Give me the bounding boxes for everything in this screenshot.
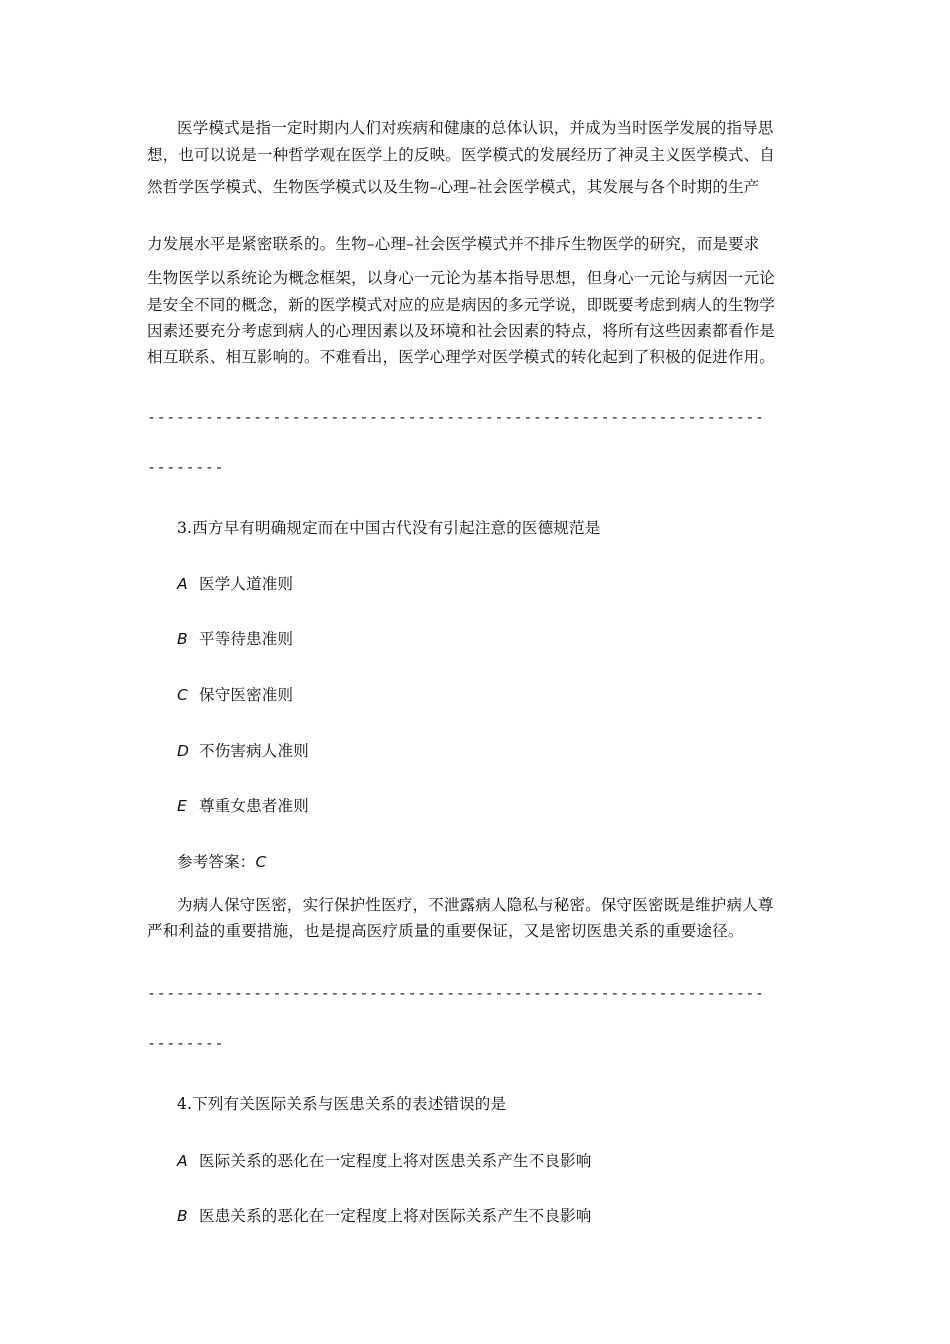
option-text: 医患关系的恶化在一定程度上将对医际关系产生不良影响 bbox=[199, 1207, 592, 1225]
separator-line-tail: -------- bbox=[147, 458, 225, 476]
question-4-prompt: 4.下列有关医际关系与医患关系的表述错误的是 bbox=[177, 1095, 507, 1113]
option-text: 医学人道准则 bbox=[199, 575, 294, 593]
intro-line-8: 相互联系、相互影响的。不难看出，医学心理学对医学模式的转化起到了积极的促进作用。 bbox=[147, 348, 776, 366]
intro-line-2: 想，也可以说是一种哲学观在医学上的反映。医学模式的发展经历了神灵主义医学模式、自 bbox=[147, 146, 776, 164]
option-letter: B bbox=[177, 630, 188, 648]
intro-line-4: 力发展水平是紧密联系的。生物–心理–社会医学模式并不排斥生物医学的研究，而是要求 bbox=[147, 235, 760, 253]
q3-explanation-line-2: 严和利益的重要措施，也是提高医疗质量的重要保证，又是密切医患关系的重要途径。 bbox=[147, 922, 744, 940]
question-3-prompt: 3.西方早有明确规定而在中国古代没有引起注意的医德规范是 bbox=[177, 519, 601, 537]
q3-answer bbox=[177, 852, 267, 872]
option-letter: A bbox=[177, 1152, 188, 1170]
intro-line-1: 医学模式是指一定时期内人们对疾病和健康的总体认识，并成为当时医学发展的指导思 bbox=[177, 119, 774, 137]
q3-option-d bbox=[177, 741, 309, 761]
intro-line-6: 是安全不同的概念，新的医学模式对应的应是病因的多元学说，即既要考虑到病人的生物学 bbox=[147, 296, 776, 314]
answer-label: 参考答案： bbox=[177, 853, 256, 871]
q3-option-b bbox=[177, 629, 293, 649]
answer-value: C bbox=[255, 853, 267, 871]
q3-option-c bbox=[177, 685, 293, 705]
separator-line: ---------------------------------------------------------------- bbox=[147, 984, 765, 1002]
q4-option-a bbox=[177, 1151, 592, 1171]
option-text: 医际关系的恶化在一定程度上将对医患关系产生不良影响 bbox=[199, 1152, 592, 1170]
option-letter: E bbox=[177, 797, 187, 815]
option-letter: D bbox=[177, 742, 190, 760]
separator-line: ---------------------------------------------------------------- bbox=[147, 408, 765, 426]
q4-option-b bbox=[177, 1206, 592, 1226]
option-text: 不伤害病人准则 bbox=[199, 742, 309, 760]
option-text: 平等待患准则 bbox=[199, 630, 294, 648]
option-text: 尊重女患者准则 bbox=[199, 797, 309, 815]
option-letter: B bbox=[177, 1207, 188, 1225]
option-text: 保守医密准则 bbox=[199, 686, 294, 704]
q3-explanation-line-1: 为病人保守医密，实行保护性医疗，不泄露病人隐私与秘密。保守医密既是维护病人尊 bbox=[177, 896, 774, 914]
intro-line-5: 生物医学以系统论为概念框架，以身心一元论为基本指导思想，但身心一元论与病因一元论 bbox=[147, 269, 776, 287]
intro-line-3: 然哲学医学模式、生物医学模式以及生物–心理–社会医学模式，其发展与各个时期的生产 bbox=[147, 178, 760, 196]
intro-line-7: 因素还要充分考虑到病人的心理因素以及环境和社会因素的特点，将所有这些因素都看作是 bbox=[147, 322, 776, 340]
q3-option-a bbox=[177, 574, 293, 594]
separator-line-tail: -------- bbox=[147, 1034, 225, 1052]
q3-option-e bbox=[177, 796, 309, 816]
option-letter: A bbox=[177, 575, 188, 593]
option-letter: C bbox=[177, 686, 189, 704]
